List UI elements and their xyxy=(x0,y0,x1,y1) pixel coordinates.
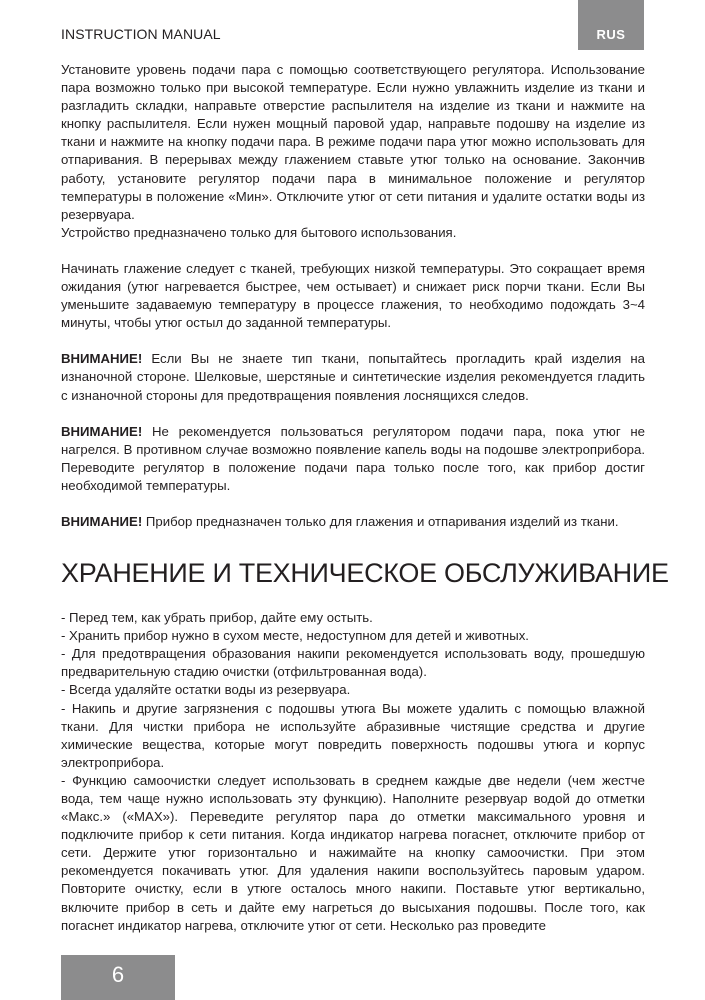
page-number: 6 xyxy=(61,955,175,1000)
warning-label: ВНИМАНИЕ! xyxy=(61,423,143,439)
list-item: - Функцию самоочистки следует использовать в среднем каждые две недели (чем жестче вода, тем чаще нужно использовать эту функцию). Наполните резервуар водой до отметки «Макс.» («MAX»). Переведите регулятор пара до отметки максимального уровня и подключите прибор к сети питания. Когда индикатор нагрева погаснет, отключите прибор от сети. Держите утюг горизонтально и нажимайте на кнопку самоочистки. При этом рекомендуется покачивать утюг. Для удаления накипи воспользуйтесь паровым ударом. Повторите очистку, если в утюге осталось много накипи. Поставьте утюг вертикально, включите прибор в сеть и дайте ему нагреться до высыхания подошвы. После того, как погаснет индикатор нагрева, отключите утюг от сети. Несколько раз проведите xyxy=(61,772,645,933)
warning-purpose xyxy=(61,513,645,531)
list-item: - Для предотвращения образования накипи рекомендуется использовать воду, прошедшую предварительную стадию очистки (отфильтрованная вода). xyxy=(61,646,645,680)
list-item: - Перед тем, как убрать прибор, дайте ему остыть. xyxy=(61,610,373,626)
paragraph-household-use: Устройство предназначено только для бытового использования. xyxy=(61,224,457,240)
warning-text: Не рекомендуется пользоваться регулятором подачи пара, пока утюг не нагрелся. В противном случае возможно появление капель воды на подошве электроприбора. Переводите регулятор в положение подачи пара только после того, как прибор достиг необходимой температуры. xyxy=(61,423,645,493)
warning-steam-regulator xyxy=(61,423,645,495)
language-tab: RUS xyxy=(578,0,644,50)
paragraph-ironing-order: Начинать глажение следует с тканей, требующих низкой температуры. Это сокращает время ожидания (утюг нагревается быстрее, чем остывает) и снижает риск порчи ткани. Если Вы уменьшите задаваемую температуру в процессе глажения, то необходимо подождать 3~4 минуты, чтобы утюг остыл до заданной температуры. xyxy=(61,260,645,331)
warning-text: Если Вы не знаете тип ткани, попытайтесь прогладить край изделия на изнаночной стороне. Шелковые, шерстяные и синтетические изделия рекомендуется гладить с изнаночной стороны для предотвращения появления лоснящихся следов. xyxy=(61,351,645,403)
warning-label: ВНИМАНИЕ! xyxy=(61,513,143,529)
warning-fabric-type xyxy=(61,350,645,404)
section-title-storage-maintenance: ХРАНЕНИЕ И ТЕХНИЧЕСКОЕ ОБСЛУЖИВАНИЕ xyxy=(61,558,669,589)
list-item: - Всегда удаляйте остатки воды из резервуара. xyxy=(61,682,351,698)
list-item: - Накипь и другие загрязнения с подошвы утюга Вы можете удалить с помощью влажной ткани. Для чистки прибора не используйте абразивные чистящие средства и другие химические вещества, которые могут повредить поверхность подошвы утюга и корпус электроприбора. xyxy=(61,700,645,770)
warning-text: Прибор предназначен только для глажения и отпаривания изделий из ткани. xyxy=(142,513,619,529)
list-item: - Хранить прибор нужно в сухом месте, недоступном для детей и животных. xyxy=(61,628,529,644)
document-header-title: INSTRUCTION MANUAL xyxy=(61,26,221,42)
warning-label: ВНИМАНИЕ! xyxy=(61,351,143,367)
paragraph-steam-usage: Установите уровень подачи пара с помощью соответствующего регулятора. Использование пара возможно только при высокой температуре. Если нужно увлажнить изделие из ткани и разгладить складки, направьте отверстие распылителя на изделие из ткани и нажмите на кнопку распылителя. Если нужен мощный паровой удар, направьте подошву на изделие из ткани и нажмите на кнопку подачи пара. В режиме подачи пара утюг можно использовать для отпаривания. В перерывах между глажением ставьте утюг только на основание. Закончив работу, установите регулятор подачи пара в минимальное положение и регулятор температуры в положение «Мин». Отключите утюг от сети питания и удалите остатки воды из резервуара. xyxy=(61,62,645,222)
page-content xyxy=(61,61,669,935)
